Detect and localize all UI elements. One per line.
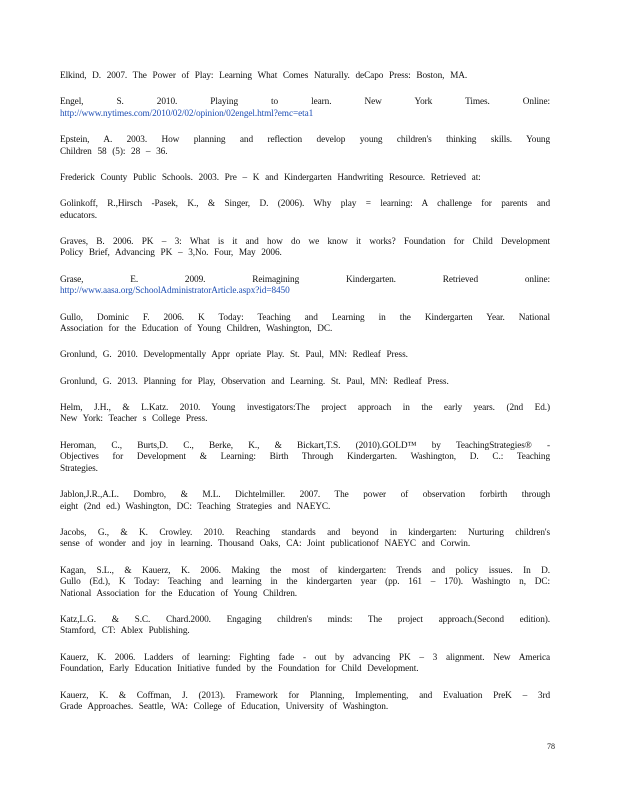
reference-line: Objectives for Development & Learning: Birth Through Kindergarten. Washington, D. C.: Teaching	[60, 452, 550, 463]
reference-line: Policy Brief, Advancing PK – 3,No. Four, May 2006.	[60, 248, 282, 259]
reference-entry	[60, 173, 550, 185]
reference-line: Elkind, D. 2007. The Power of Play: Learning What Comes Naturally. deCapo Press: Boston, MA.	[60, 71, 468, 81]
reference-line: sense of wonder and joy in learning. Thousand Oaks, CA: Joint publicationof NAEYC and Corwin.	[60, 539, 471, 550]
reference-entry	[60, 313, 550, 336]
reference-entry	[60, 528, 550, 551]
reference-entry	[60, 275, 550, 298]
reference-list	[60, 71, 550, 728]
reference-line: eight (2nd ed.) Washington, DC: Teaching Strategies and NAEYC.	[60, 501, 331, 512]
reference-link[interactable]: http://www.aasa.org/SchoolAdministratorArticle.aspx?id=8450	[60, 286, 290, 297]
reference-entry	[60, 653, 550, 676]
reference-entry	[60, 403, 550, 426]
reference-line: Jacobs, G., & K. Crowley. 2010. Reaching standards and beyond in kindergarten: Nurturing children's	[60, 527, 550, 538]
reference-line: educators.	[60, 210, 97, 221]
reference-line: Graves, B. 2006. PK – 3: What is it and how do we know it works? Foundation for Child Development	[60, 236, 550, 247]
reference-line: New York: Teacher s College Press.	[60, 414, 208, 425]
reference-entry	[60, 566, 550, 601]
reference-link[interactable]: http://www.nytimes.com/2010/02/02/opinion/02engel.html?emc=eta1	[60, 108, 314, 119]
reference-line: Katz,L.G. & S.C. Chard.2000. Engaging children's minds: The project approach.(Second edition).	[60, 614, 550, 625]
reference-line: Epstein, A. 2003. How planning and reflection develop young children's thinking skills. Young	[60, 135, 550, 146]
reference-line: Gronlund, G. 2013. Planning for Play, Observation and Learning. St. Paul, MN: Redleaf Press.	[60, 376, 449, 387]
reference-line: Kauerz, K. 2006. Ladders of learning: Fighting fade - out by advancing PK – 3 alignment. New America	[60, 652, 550, 663]
reference-entry	[60, 350, 550, 362]
reference-line: Heroman, C., Burts,D. C., Berke, K., & Bickart,T.S. (2010).GOLD™ by TeachingStrategies® -	[60, 440, 550, 451]
reference-entry	[60, 237, 550, 260]
reference-entry	[60, 490, 550, 513]
reference-line: Engel, S. 2010. Playing to learn. New York Times. Online:	[60, 97, 550, 108]
reference-entry	[60, 199, 550, 222]
reference-entry	[60, 97, 550, 120]
reference-line: Kauerz, K. & Coffman, J. (2013). Framework for Planning, Implementing, and Evaluation PreK – 3rd	[60, 690, 550, 701]
reference-line: Frederick County Public Schools. 2003. Pre – K and Kindergarten Handwriting Resource. Retrieved at:	[60, 172, 481, 183]
reference-entry	[60, 71, 550, 83]
reference-entry	[60, 135, 550, 158]
reference-line: National Association for the Education of Young Children.	[60, 588, 297, 599]
reference-line: Helm, J.H., & L.Katz. 2010. Young investigators:The project approach in the early years. (2nd Ed.)	[60, 402, 550, 413]
reference-line: Stamford, CT: Ablex Publishing.	[60, 626, 190, 637]
reference-line: Strategies.	[60, 463, 98, 474]
reference-line: Grase, E. 2009. Reimagining Kindergarten. Retrieved online:	[60, 274, 550, 285]
page-number: 78	[547, 742, 555, 751]
reference-line: Gronlund, G. 2010. Developmentally Appr opriate Play. St. Paul, MN: Redleaf Press.	[60, 350, 408, 361]
reference-entry	[60, 377, 550, 389]
reference-entry	[60, 441, 550, 476]
reference-line: Gullo, Dominic F. 2006. K Today: Teaching and Learning in the Kindergarten Year. National	[60, 312, 550, 323]
reference-entry	[60, 615, 550, 638]
reference-line: Jablon,J.R.,A.L. Dombro, & M.L. Dichtelmiller. 2007. The power of observation forbirth through	[60, 490, 550, 501]
reference-line: Golinkoff, R.,Hirsch -Pasek, K., & Singer, D. (2006). Why play = learning: A challenge for parents and	[60, 199, 550, 210]
reference-line: Association for the Education of Young Children, Washington, DC.	[60, 324, 333, 335]
reference-line: Grade Approaches. Seattle, WA: College of Education, University of Washington.	[60, 702, 389, 713]
reference-line: Kagan, S.L., & Kauerz, K. 2006. Making the most of kindergarten: Trends and policy issues. In D.	[60, 565, 550, 576]
reference-line: Gullo (Ed.), K Today: Teaching and learning in the kindergarten year (pp. 161 – 170). Washingto n, DC:	[60, 577, 550, 588]
reference-entry	[60, 691, 550, 714]
reference-line: Foundation, Early Education Initiative funded by the Foundation for Child Development.	[60, 664, 419, 675]
reference-line: Children 58 (5): 28 – 36.	[60, 146, 168, 157]
